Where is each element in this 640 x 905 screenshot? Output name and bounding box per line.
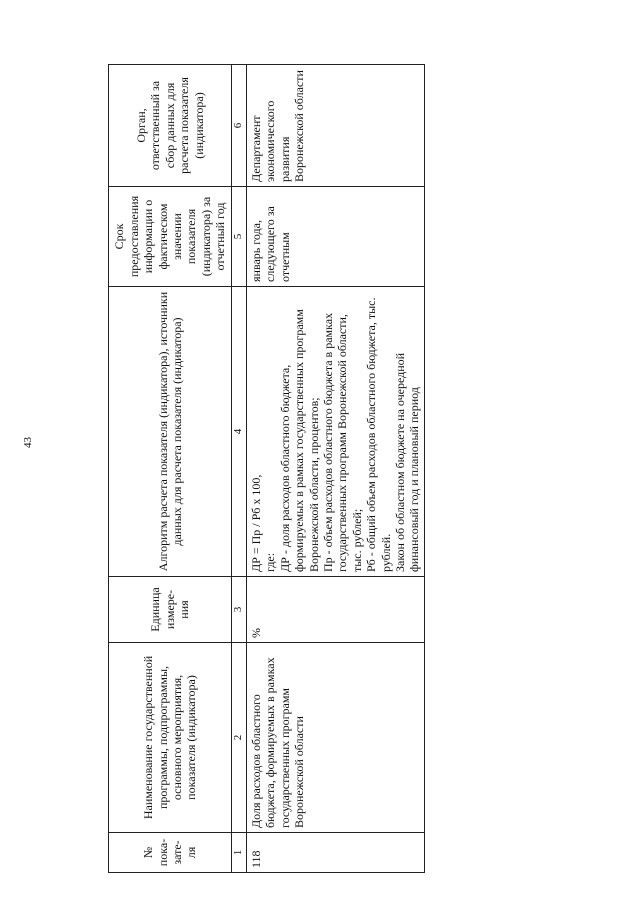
table-header-row [109, 65, 232, 873]
column-number: 1 [232, 833, 247, 873]
algorithm-formula: ДР = Пр / Рб х 100, [249, 474, 263, 572]
row-indicator-name: Доля расходов областного бюджета, формируемых в рамках государственных программ Воронежской области [247, 643, 425, 833]
row-algorithm [247, 287, 425, 577]
header-unit: Единица измере-ния [109, 577, 232, 643]
page-number: 43 [22, 437, 34, 448]
row-indicator-number: 118 [247, 833, 425, 873]
algorithm-line: где: [263, 552, 278, 572]
column-number-row [232, 65, 247, 873]
table-row [247, 65, 425, 873]
header-responsible: Орган, ответственный за сбор данных для расчета показателя (индикатора) [109, 65, 232, 187]
algorithm-source: Закон об областном бюджете на очередной финансовый год и плановый период [392, 352, 422, 572]
algorithm-line: Рб - общий объем расходов областного бюджета, тыс. рублей. [364, 297, 393, 572]
column-number: 3 [232, 577, 247, 643]
column-number: 5 [232, 187, 247, 287]
header-algorithm: Алгоритм расчета показателя (индикатора), источники данных для расчета показателя (индикатора) [109, 287, 232, 577]
indicator-table [108, 64, 425, 873]
algorithm-line: Пр - объем расходов областного бюджета в рамках государственных программ Воронежской области, тыс. рублей; [320, 312, 364, 572]
algorithm-line: ДР - доля расходов областного бюджета, формируемых в рамках государственных программ Воронежской области, процентов; [277, 309, 321, 572]
header-deadline: Срок предоставления информации о фактическом значении показателя (индикатора) за отчетный год [109, 187, 232, 287]
column-number: 2 [232, 643, 247, 833]
header-indicator-name: Наименование государственной программы, подпрограммы, основного мероприятия, показателя (индикатора) [109, 643, 232, 833]
row-unit: % [247, 577, 425, 643]
column-number: 4 [232, 287, 247, 577]
header-indicator-number: № пока-зате-ля [109, 833, 232, 873]
row-deadline: январь года, следующего за отчетным [247, 187, 425, 287]
rotated-table-container [108, 65, 422, 873]
column-number: 6 [232, 65, 247, 187]
row-responsible: Департамент экономического развития Воронежской области [247, 65, 425, 187]
